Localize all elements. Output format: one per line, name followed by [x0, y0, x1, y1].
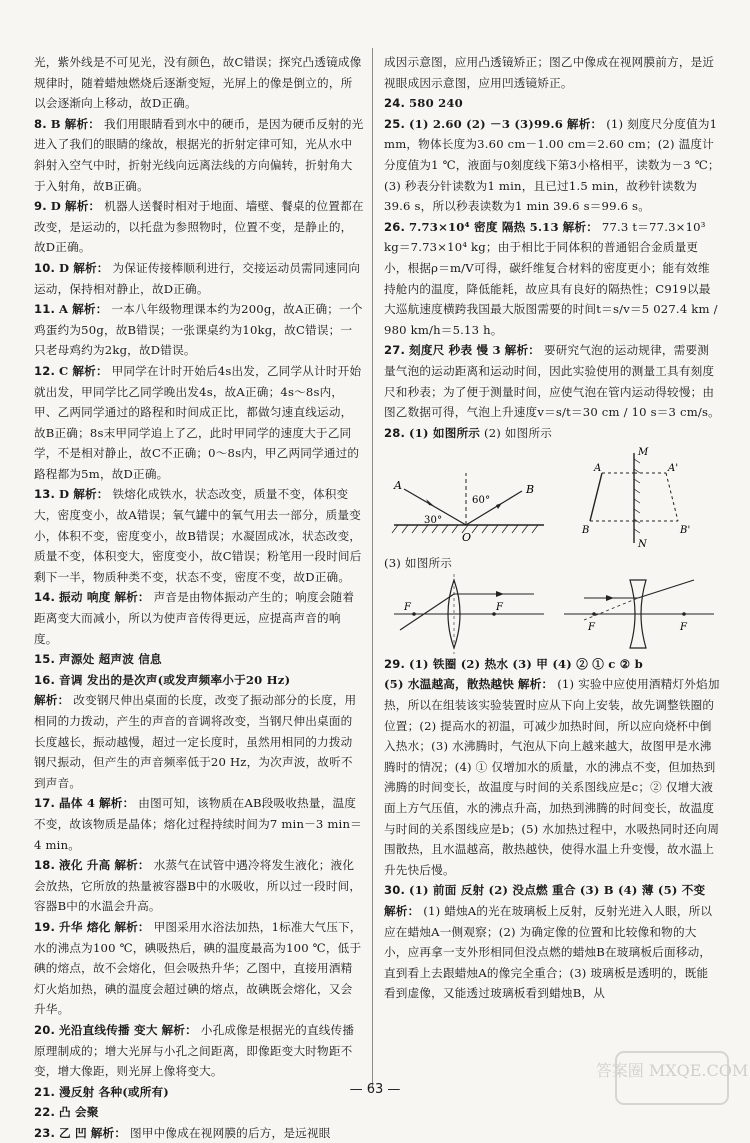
- object-b-label: B: [582, 525, 590, 537]
- analysis-tag: 解析：: [114, 919, 150, 934]
- analysis-text: 一本八年级物理课本约为200g，故A正确；一个鸡蛋约为50g，故B错误；一张课桌约为10kg，故C错误；一只老母鸡约为2kg，故D错误。: [34, 302, 363, 358]
- answer-text: B: [50, 116, 61, 131]
- watermark-text: 答案圈 MXQE.COM: [595, 1061, 749, 1080]
- answer-item: [34, 299, 364, 361]
- object-a-label: A: [594, 463, 602, 475]
- analysis-text: 图甲中像成在视网膜的后方，是远视眼: [130, 1125, 331, 1140]
- concave-f-left: F: [588, 621, 596, 633]
- angle-30-label: 30°: [424, 515, 443, 527]
- question-number: 18.: [34, 858, 56, 873]
- convex-lens-diagram: [394, 574, 544, 654]
- question-number: 9.: [34, 199, 47, 214]
- figure-caption-28-3: (3) 如图所示: [384, 556, 453, 571]
- answer-item: [384, 52, 720, 93]
- right-question-list-top: [384, 52, 720, 443]
- analysis-text: 甲图采用水浴法加热，1标准大气压下，水的沸点为100 ℃，碘吸热后，碘的温度最高为100 ℃，低于碘的熔点，故不会熔化，但会吸热升华；乙图中，直接用酒精灯火焰加热，碘的温度会超过碘的熔点，故碘既会熔化，又会升华。: [34, 919, 362, 1017]
- answer-text: (1) 2.60 (2) －3 (3)99.6: [409, 116, 564, 131]
- analysis-text: 光，紫外线是不可见光，没有颜色，故C错误；探究凸透镜成像规律时，随着蜡烛燃烧后逐渐变短，光屏上的像是倒立的，所以会逐渐向上移动，故D正确。: [34, 55, 362, 111]
- question-number: 20.: [34, 1022, 56, 1037]
- mirror-n-label: N: [638, 539, 647, 551]
- answer-text: 振动 响度: [59, 590, 111, 605]
- answer-item: [384, 654, 720, 675]
- analysis-tag: 解析：: [73, 260, 109, 275]
- question-number: 13.: [34, 487, 56, 502]
- question-number: 12.: [34, 363, 56, 378]
- answer-text: 升华 熔化: [59, 919, 111, 934]
- analysis-text: (1) 蜡烛A的光在玻璃板上反射，反射光进入人眼，所以应在蜡烛A一侧观察；(2) 为确定像的位置和比较像和物的大小，应再拿一支外形相同但没点燃的蜡烛B在玻璃板后面移动，直到看上去跟蜡烛A的像完全重合；(3) 玻璃板是透明的，既能看到虚像，又能透过玻璃板看到蜡烛B，从: [384, 904, 713, 1001]
- answer-item: [34, 690, 364, 793]
- analysis-tag: 解析：: [114, 858, 150, 873]
- answer-text: 7.73×10⁴ 密度 隔热 5.13: [409, 219, 559, 234]
- figure-row-28: [384, 443, 720, 553]
- analysis-text: 水蒸气在试管中遇冷将发生液化；液化会放热，它所放的热量被容器B中的水吸收，所以过一段时间，容器B中的水温会升高。: [34, 858, 362, 914]
- analysis-text: 我们用眼睛看到水中的硬币，是因为硬币反射的光进入了我们的眼睛的缘故，根据光的折射定律可知，光从水中斜射入空气中时，折射光线向远离法线的方向偏转，折射角大于入射角，故B正确。: [34, 116, 364, 193]
- analysis-text: 成因示意图，应用凸透镜矫正；图乙中像成在视网膜前方，是近视眼成因示意图，应用凹透镜矫正。: [384, 55, 715, 90]
- mirror-m-label: M: [638, 447, 649, 459]
- angle-60-label: 60°: [472, 495, 491, 507]
- analysis-tag: 解析：: [504, 343, 541, 358]
- analysis-tag: 解析：: [161, 1022, 197, 1037]
- answer-text: 声源处 超声波 信息: [59, 652, 162, 667]
- analysis-tag: 解析：: [562, 219, 598, 234]
- right-question-list-bottom: [384, 654, 720, 1004]
- question-number: 29.: [384, 656, 406, 671]
- question-number: 17.: [34, 796, 56, 811]
- point-a-label: A: [394, 479, 403, 493]
- analysis-tag: 解析：: [72, 363, 108, 378]
- answer-item: [384, 93, 720, 114]
- answer-item: [34, 1102, 364, 1123]
- reflection-diagram: [392, 473, 544, 544]
- analysis-tag: 解析：: [90, 1125, 127, 1140]
- plane-mirror-diagram: [581, 447, 691, 550]
- answer-item: [384, 674, 720, 880]
- question-number: 28.: [384, 425, 406, 440]
- column-divider: [372, 48, 373, 1088]
- question-number: 24.: [384, 96, 406, 111]
- answer-text: 凸 会聚: [59, 1105, 99, 1120]
- question-number: 30.: [384, 883, 406, 898]
- analysis-tag: 解析：: [72, 302, 108, 317]
- answer-item: [34, 114, 364, 196]
- answer-item: [34, 196, 364, 258]
- answer-text: 乙 凹: [59, 1125, 87, 1140]
- answer-item: [34, 587, 364, 649]
- answer-text: D: [50, 199, 62, 214]
- lens-figures: [384, 574, 720, 654]
- point-b-label: B: [526, 483, 535, 497]
- answer-text: 光沿直线传播 变大: [59, 1022, 158, 1037]
- answer-item: [34, 1123, 364, 1143]
- answer-item: [34, 484, 364, 587]
- analysis-text: 声音是由物体振动产生的；响度会随着距离变大而减小，所以为使声音传得更远，应提高声音的响度。: [34, 590, 355, 646]
- analysis-text: 为保证传接棒顺利进行，交接运动员需同速同向运动，保持相对静止，故D正确。: [34, 260, 361, 296]
- question-number: 11.: [34, 302, 56, 317]
- answer-item: [384, 880, 720, 1004]
- analysis-text: 要研究气泡的运动规律，需要测量气泡的运动距离和运动时间，因此实验使用的测量工具有刻度尺和秒表；为了便于测量时间，应使气泡在管内运动得较慢；由图乙数据可得，气泡上升速度v＝s/t＝30 cm / 10 s＝3 cm/s。: [384, 343, 720, 420]
- image-a-label: A': [668, 463, 679, 475]
- answer-text: 刻度尺 秒表 慢 3: [409, 343, 501, 358]
- question-number: 10.: [34, 260, 56, 275]
- analysis-text: (1) 刻度尺分度值为1 mm，物体长度为3.60 cm－1.00 cm＝2.60 cm；(2) 温度计分度值为1 ℃，液面与0刻度线下第3小格相平，读数为－3 ℃；(3) 秒表分针读数为1 min，且已过1.5 min，故秒针读数为39.6 s，所以秒表读数为1 min 39.6 s＝99.6 s。: [384, 116, 720, 214]
- answer-text: (1) 铁圈 (2) 热水 (3) 甲 (4) ② ① c ② b: [409, 656, 643, 671]
- answer-item: [34, 52, 364, 114]
- answer-text: 音调 发出的是次声(或发声频率小于20 Hz): [59, 672, 291, 687]
- answer-item: [34, 361, 364, 485]
- question-number: 27.: [384, 343, 406, 358]
- left-column: [34, 52, 364, 1143]
- answer-item: [34, 917, 364, 1020]
- convex-f-right: F: [496, 601, 504, 613]
- answer-item: [384, 340, 720, 422]
- analysis-tag: 解析：: [566, 116, 603, 131]
- analysis-text: (1) 实验中应使用酒精灯外焰加热，所以在组装该实验装置时应从下向上安装，故先调整铁圈的位置；(2) 提高水的初温，可减少加热时间，所以应向烧杯中倒入热水；(3) 水沸腾时，气泡从下向上越来越大，故图甲是水沸腾时的情况；(4) ① 仅增加水的质量，水的沸点不变，但加热到沸腾的时间变长，故温度与时间的关系图线应是c；② 仅增大液面上方气压值，水的沸点升高，加热到沸腾的时间变长，故温度与时间的关系图线应是b；(5) 水加热过程中，水吸热同时还向周围散热，且水温越高，散热越快，使得水温上升变慢，故水温上升先快后慢。: [384, 677, 720, 877]
- answer-text: 晶体 4: [59, 796, 96, 811]
- analysis-tag: 解析：: [99, 796, 135, 811]
- analysis-text: 铁熔化成铁水，状态改变，质量不变，体积变大，密度变小，故A错误；氧气罐中的氧气用去一部分，质量变小，体积不变，密度变小，故B错误；水凝固成冰，状态改变，质量不变，体积变大，密度变小，故C错误；粉笔用一段时间后剩下一半，物质种类不变，状态不变，密度不变，故D正确。: [34, 487, 362, 584]
- question-number: 19.: [34, 919, 56, 934]
- answer-text: (1) 前面 反射 (2) 没点燃 重合 (3) B (4) 薄 (5) 不变: [409, 883, 706, 898]
- question-number: 21.: [34, 1084, 56, 1099]
- analysis-tag: 解析：: [34, 693, 70, 708]
- page-number: — 63 —: [349, 1082, 401, 1097]
- analysis-text: 77.3 t＝77.3×10³ kg＝7.73×10⁴ kg；由于相比于同体积的普通铝合金质量更小，根据ρ＝m/V可得，碳纤维复合材料的密度更小；能有效维持舱内的温度，降低能耗，故应具有良好的隔热性；C919以最大巡航速度横跨我国最大版图需要的时间t＝s/v＝5 027.4 km / 980 km/h＝5.13 h。: [384, 219, 718, 337]
- analysis-tag: 解析：: [384, 904, 420, 918]
- right-column: [384, 52, 720, 1004]
- reflection-figures: [384, 443, 720, 553]
- analysis-text: 改变钢尺伸出桌面的长度，改变了振动部分的长度，用相同的力拨动，产生的声音的音调将改变，当钢尺伸出桌面的长度越长，振动越慢，超过一定长度时，虽然用相同的力拨动钢尺振动，但产生的声音频率低于20 Hz，为次声波，故听不到声音。: [34, 693, 357, 790]
- analysis-tag: 解析：: [64, 199, 101, 214]
- watermark-logo: [595, 1048, 749, 1108]
- question-number: 16.: [34, 672, 56, 687]
- analysis-tag: 解析：: [73, 487, 109, 502]
- concave-f-right: F: [680, 621, 688, 633]
- concave-lens-diagram: [564, 580, 714, 648]
- answer-item: [384, 423, 720, 444]
- question-number: 25.: [384, 116, 406, 131]
- answer-item: [34, 793, 364, 855]
- image-b-label: B': [680, 525, 691, 537]
- answer-text: 580 240: [409, 96, 463, 111]
- question-number: 22.: [34, 1105, 56, 1120]
- question-number: 23.: [34, 1125, 56, 1140]
- question-number: 14.: [34, 590, 56, 605]
- question-number: 15.: [34, 652, 56, 667]
- analysis-text: 小孔成像是根据光的直线传播原理制成的；增大光屏与小孔之间距离，即像距变大时物距不变，增大像距，则光屏上像将变大。: [34, 1022, 355, 1079]
- analysis-text: 机器人送餐时相对于地面、墙壁、餐桌的位置都在改变，是运动的，以托盘为参照物时，位置不变，是静止的，故D正确。: [34, 199, 364, 255]
- question-number: 26.: [384, 219, 406, 234]
- answer-text: (5) 水温越高，散热越快: [384, 677, 515, 692]
- analysis-tag: 解析：: [114, 590, 150, 605]
- analysis-text: 甲同学在计时开始后4s出发，乙同学从计时开始就出发，甲同学比乙同学晚出发4s，故A正确；4s～8s内，甲、乙两同学通过的路程和时间成正比，都做匀速直线运动，故B正确；8s末甲同学追上了乙，此时甲同学的速度大于乙同学，不是相对静止，故C不正确；0～8s内，甲乙两同学通过的路程都为5m，故D正确。: [34, 363, 362, 481]
- analysis-tag: 解析：: [64, 116, 101, 131]
- answer-item: [34, 670, 364, 691]
- analysis-tag: 解析：: [517, 677, 554, 692]
- question-number: 8.: [34, 116, 47, 131]
- convex-f-left: F: [404, 601, 412, 613]
- answer-text: (1) 如图所示: [409, 425, 481, 440]
- left-question-list: [34, 52, 364, 1143]
- analysis-text: 由图可知，该物质在AB段吸收热量，温度不变，故该物质是晶体；熔化过程持续时间为7 min－3 min＝4 min。: [34, 796, 362, 852]
- answer-item: [34, 258, 364, 299]
- figure-row-28-3: [384, 574, 720, 654]
- answer-item: [34, 1020, 364, 1082]
- answer-item: [34, 649, 364, 670]
- answer-text: C: [59, 363, 69, 378]
- answer-text: A: [59, 302, 69, 317]
- watermark: [595, 1048, 749, 1108]
- answer-text: D: [59, 487, 70, 502]
- answer-item: [34, 855, 364, 917]
- point-o-label: O: [462, 531, 472, 545]
- answer-item: [384, 217, 720, 341]
- answer-text: 漫反射 各种(或所有): [59, 1084, 169, 1099]
- answer-text: 液化 升高: [59, 858, 111, 873]
- answer-text: D: [59, 260, 70, 275]
- analysis-text: (2) 如图所示: [483, 425, 553, 440]
- answer-item: [384, 114, 720, 217]
